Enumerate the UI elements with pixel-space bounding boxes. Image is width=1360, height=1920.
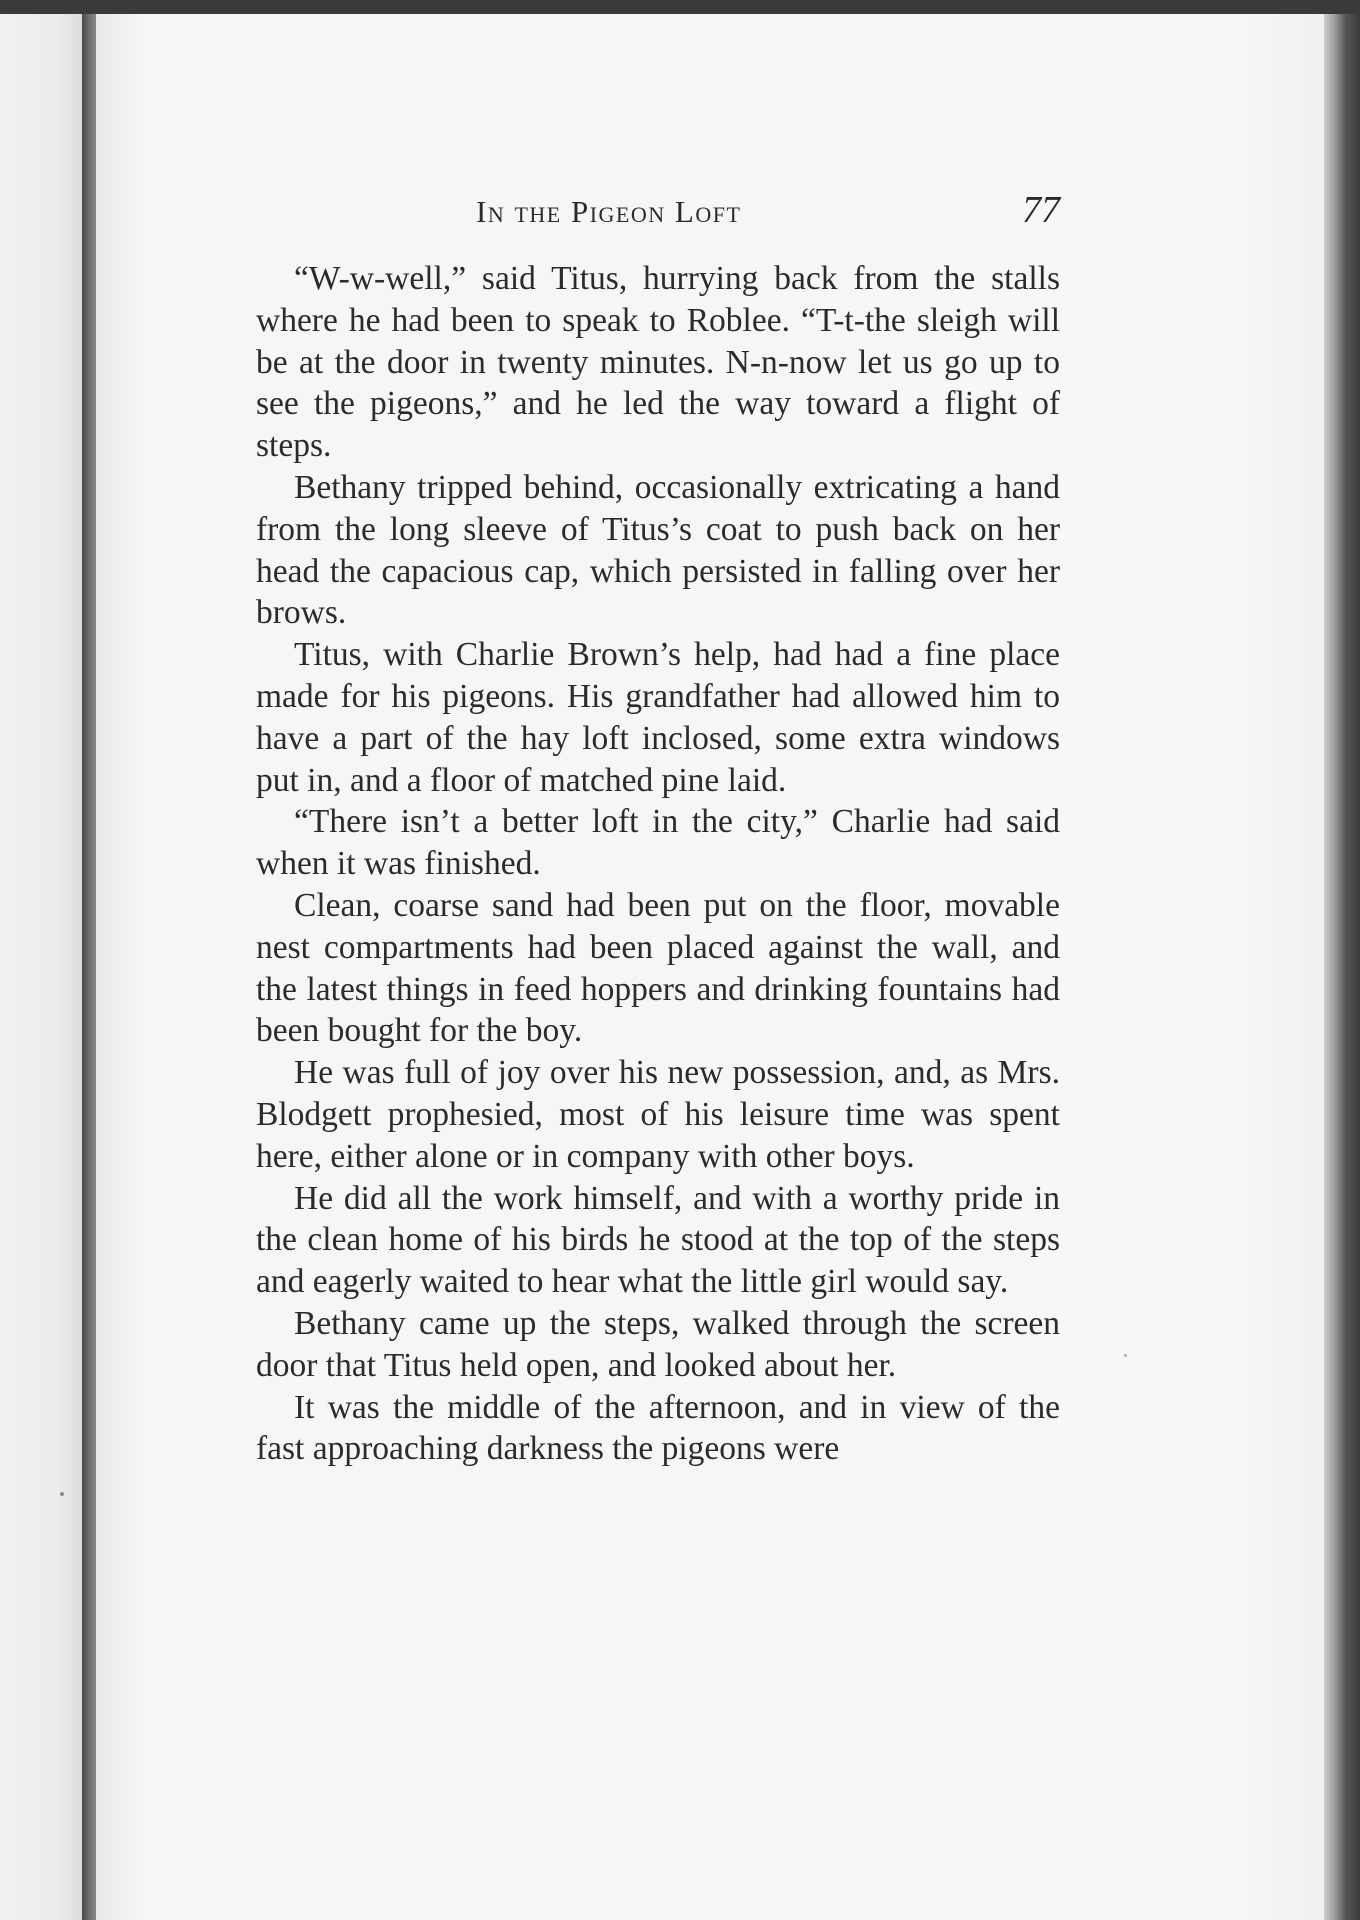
paragraph: “There isn’t a better loft in the city,” Charlie had said when it was finished. <box>256 803 1060 883</box>
page-number: 77 <box>1022 189 1060 231</box>
paragraph: Bethany came up the steps, walked through the screen door that Titus held open, and looked about her. <box>256 1304 1060 1384</box>
dust-speck <box>60 1492 64 1496</box>
paragraph: It was the middle of the afternoon, and in view of the fast approaching darkness the pigeons were <box>256 1388 1060 1468</box>
book-gutter <box>82 14 96 1920</box>
paragraph: Titus, with Charlie Brown’s help, had had a fine place made for his pigeons. His grandfather had allowed him to have a part of the hay loft inclosed, some extra windows put in, and a floor of matched pine laid. <box>256 636 1060 799</box>
facing-page-edge <box>0 14 82 1920</box>
paragraph: He was full of joy over his new possession, and, as Mrs. Blodgett prophesied, most of his leisure time was spent here, either alone or in company with other boys. <box>256 1054 1060 1175</box>
running-title: In the Pigeon Loft <box>476 194 742 229</box>
body-text <box>256 258 1060 1470</box>
paragraph: Clean, coarse sand had been put on the floor, movable nest compartments had been placed against the wall, and the latest things in feed hoppers and drinking fountains had been bought for the boy. <box>256 886 1060 1050</box>
paragraph: He did all the work himself, and with a worthy pride in the clean home of his birds he stood at the top of the steps and eagerly waited to hear what the little girl would say. <box>256 1179 1060 1301</box>
running-head <box>256 188 1060 238</box>
paragraph: “W-w-well,” said Titus, hurrying back from the stalls where he had been to speak to Roblee. “T-t-the sleigh will be at the door in twenty minutes. N-n-now let us go up to see the pigeons,” and he led the way toward a flight of steps. <box>256 260 1060 465</box>
paragraph: Bethany tripped behind, occasionally extricating a hand from the long sleeve of Titus’s coat to push back on her head the capacious cap, which persisted in falling over her brows. <box>256 468 1060 632</box>
dust-speck <box>1124 1354 1127 1357</box>
page-stack-edge <box>1324 14 1360 1920</box>
scan-top-edge <box>0 0 1360 14</box>
